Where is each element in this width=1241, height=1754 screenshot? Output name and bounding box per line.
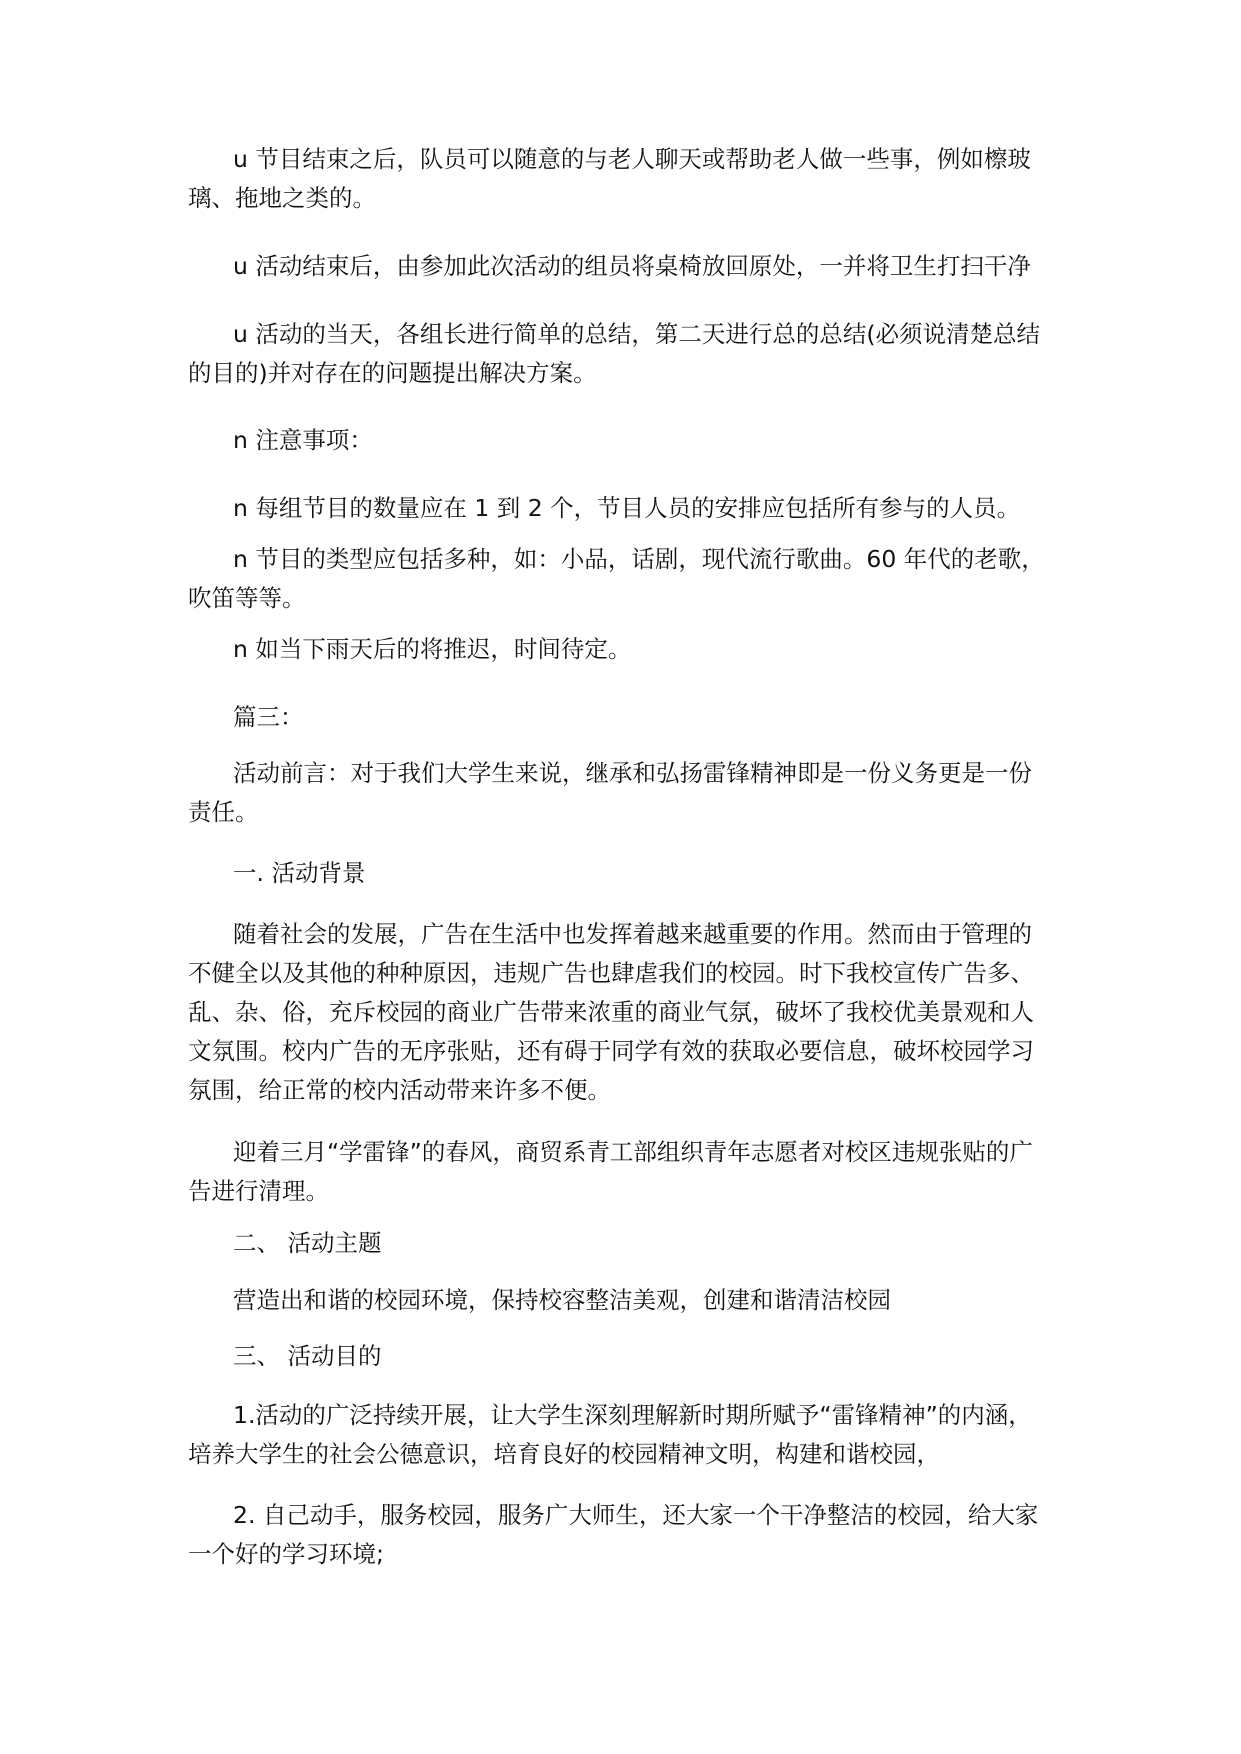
paragraph-purpose-1: 1.活动的广泛持续开展，让大学生深刻理解新时期所赋予“雷锋精神”的内涵，培养大学生的社会公德意识，培育良好的校园精神文明，构建和谐校园， — [188, 1401, 1032, 1468]
paragraph-rain-delay: n 如当下雨天后的将推迟，时间待定。 — [233, 635, 632, 663]
paragraph-background: 随着社会的发展，广告在生活中也发挥着越来越重要的作用。然而由于管理的不健全以及其他的种种原因，违规广告也肆虐我们的校园。时下我校宣传广告多、乱、杂、俗，充斥校园的商业广告带来浓重的商业气氛，破坏了我校优美景观和人文氛围。校内广告的无序张贴，还有碍于同学有效的获取必要信息，破坏校园学习氛围，给正常的校内活动带来许多不便。 — [188, 920, 1034, 1104]
heading-background: 一. 活动背景 — [233, 859, 366, 887]
paragraph-program-count: n 每组节目的数量应在 1 到 2 个，节目人员的安排应包括所有参与的人员。 — [233, 494, 1021, 522]
paragraph-purpose-2: 2. 自己动手，服务校园，服务广大师生，还大家一个干净整洁的校园，给大家一个好的学习环境; — [188, 1501, 1039, 1568]
paragraph-program-types: n 节目的类型应包括多种，如：小品，话剧，现代流行歌曲。60 年代的老歌，吹笛等等。 — [188, 545, 1045, 612]
paragraph-theme: 营造出和谐的校园环境，保持校容整洁美观，创建和谐清洁校园 — [233, 1286, 891, 1314]
paragraph-summary: u 活动的当天，各组长进行简单的总结，第二天进行总的总结(必须说清楚总结的目的)并对存在的问题提出解决方案。 — [188, 320, 1041, 387]
paragraph-foreword: 活动前言：对于我们大学生来说，继承和弘扬雷锋精神即是一份义务更是一份责任。 — [188, 759, 1032, 826]
heading-theme: 二、 活动主题 — [233, 1229, 382, 1257]
paragraph-lei-feng: 迎着三月“学雷锋”的春风，商贸系青工部组织青年志愿者对校区违规张贴的广告进行清理。 — [188, 1138, 1033, 1205]
paragraph-after-show: u 节目结束之后，队员可以随意的与老人聊天或帮助老人做一些事，例如檫玻璃、拖地之类的。 — [188, 145, 1031, 212]
paragraph-cleanup: u 活动结束后，由参加此次活动的组员将桌椅放回原处，一并将卫生打扫干净 — [233, 252, 1031, 280]
paragraph-notes-heading: n 注意事项： — [233, 426, 373, 454]
paragraph-section-three: 篇三： — [233, 703, 304, 731]
heading-purpose: 三、 活动目的 — [233, 1342, 382, 1370]
